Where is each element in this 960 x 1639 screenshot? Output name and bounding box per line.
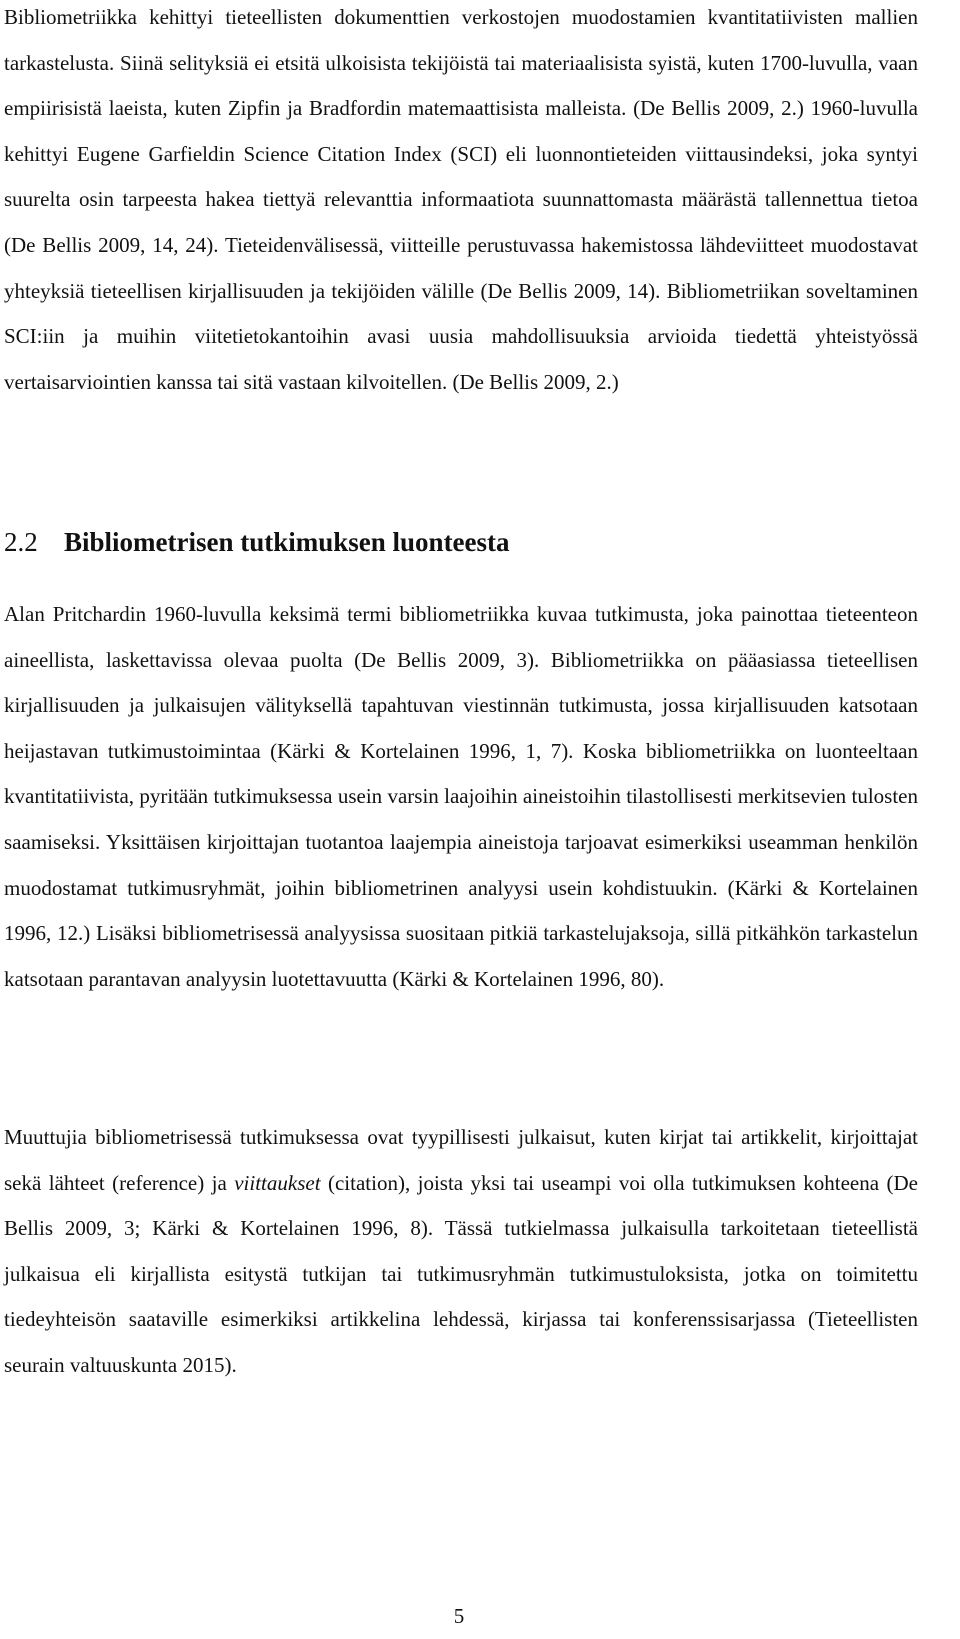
paragraph-3-text-end: (citation), joista yksi tai useampi voi olla tutkimuksen kohteena (De Bellis 2009, 3; Kärki & Kortelainen 1996, 8). Tässä tutkielmassa julkaisulla tarkoitetaan tieteellistä julkaisua eli kirjallista esitystä tutkijan tai tutkimusryhmän tutkimustuloksista, jotka on toimitettu tiedeyhteisön saataville esimerkiksi artikkelina lehdessä, kirjassa tai konferenssisarjassa (Tieteellisten seurain valtuuskunta 2015).: [4, 1170, 918, 1377]
emphasized-term: viittaukset: [234, 1170, 321, 1195]
section-heading: [4, 522, 510, 562]
body-paragraph-3: [4, 1115, 918, 1389]
body-paragraph-1: Bibliometriikka kehittyi tieteellisten dokumenttien verkostojen muodostamien kvantitatiivisten mallien tarkastelusta. Siinä selityksiä ei etsitä ulkoisista tekijöistä tai materiaalisista syistä, kuten 1700-luvulla, vaan empiirisistä laeista, kuten Zipfin ja Bradfordin matemaattisista malleista. (De Bellis 2009, 2.) 1960-luvulla kehittyi Eugene Garfieldin Science Citation Index (SCI) eli luonnontieteiden viittausindeksi, joka syntyi suurelta osin tarpeesta hakea tiettyä relevanttia informaatiota suunnattomasta määrästä tallennettua tietoa (De Bellis 2009, 14, 24). Tieteidenvälisessä, viitteille perustuvassa hakemistossa lähdeviitteet muodostavat yhteyksiä tieteellisen kirjallisuuden ja tekijöiden välille (De Bellis 2009, 14). Bibliometriikan soveltaminen SCI:iin ja muihin viitetietokantoihin avasi uusia mahdollisuuksia arvioida tiedettä yhteistyössä vertaisarviointien kanssa tai sitä vastaan kilvoitellen. (De Bellis 2009, 2.): [4, 5, 918, 394]
section-title: Bibliometrisen tutkimuksen luonteesta: [64, 527, 510, 557]
paragraph-3-text-start: Muuttujia bibliometrisessä tutkimuksessa ovat tyypillisesti julkaisut, kuten kirjat tai artikkelit, kirjoittajat sekä lähteet (reference) ja: [4, 1125, 918, 1195]
body-paragraph-2: Alan Pritchardin 1960-luvulla keksimä termi bibliometriikka kuvaa tutkimusta, joka painottaa tieteenteon aineellista, laskettavissa olevaa puolta (De Bellis 2009, 3). Bibliometriikka on pääasiassa tieteellisen kirjallisuuden ja julkaisujen välityksellä tapahtuvan viestinnän tutkimusta, jossa kirjallisuuden katsotaan heijastavan tutkimustoimintaa (Kärki & Kortelainen 1996, 1, 7). Koska bibliometriikka on luonteeltaan kvantitatiivista, pyritään tutkimuksessa usein varsin laajoihin aineistoihin tilastollisesti merkitsevien tulosten saamiseksi. Yksittäisen kirjoittajan tuotantoa laajempia aineistoja tarjoavat esimerkiksi useamman henkilön muodostamat tutkimusryhmät, joihin bibliometrinen analyysi usein kohdistuukin. (Kärki & Kortelainen 1996, 12.) Lisäksi bibliometrisessä analyysissa suositaan pitkiä tarkastelujaksoja, sillä pitkähkön tarkastelun katsotaan parantavan analyysin luotettavuutta (Kärki & Kortelainen 1996, 80).: [4, 602, 918, 991]
section-number: 2.2: [4, 527, 38, 557]
page-number: 5: [453, 1604, 465, 1628]
